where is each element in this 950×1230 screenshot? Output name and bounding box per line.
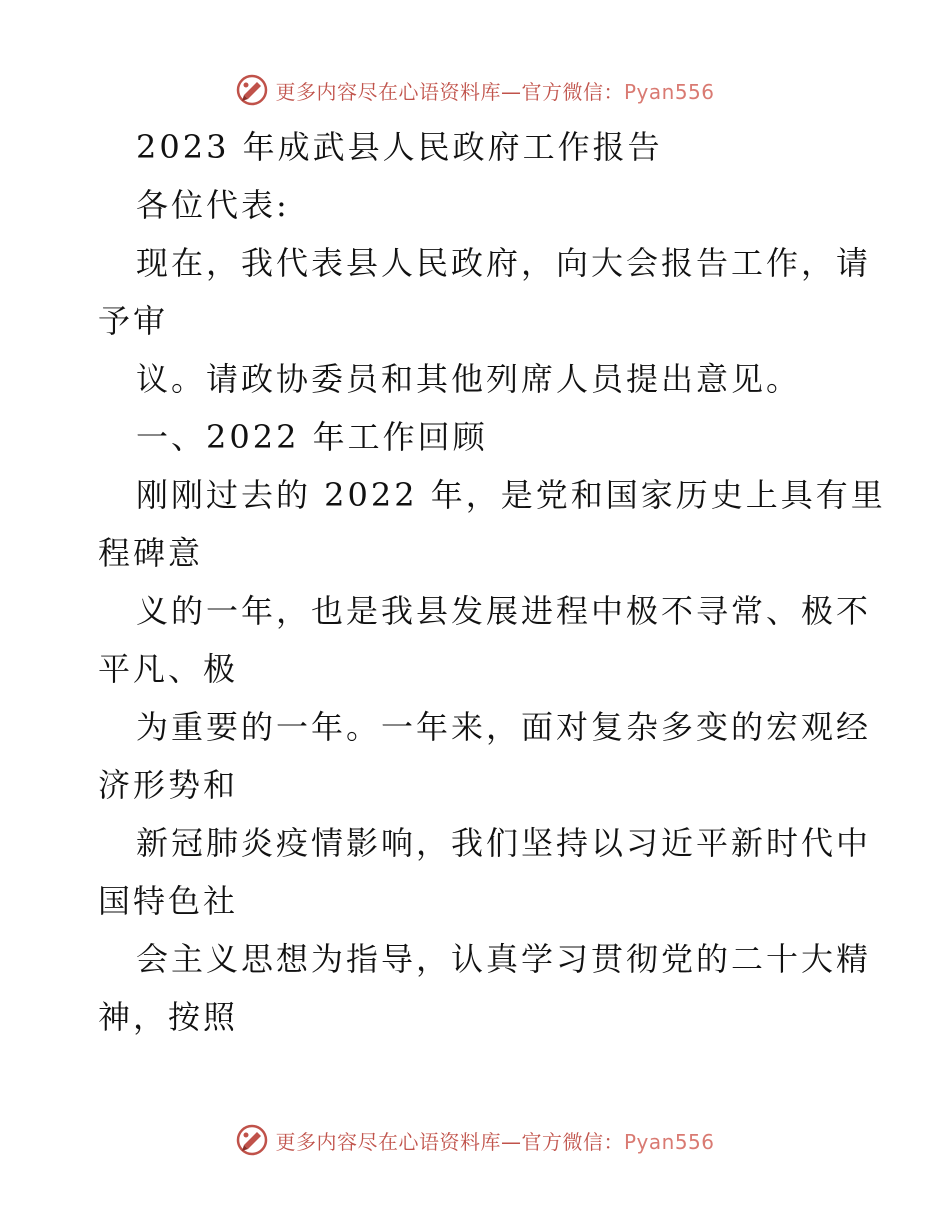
watermark-logo-icon bbox=[235, 73, 269, 107]
document-line: 义的一年，也是我县发展进程中极不寻常、极不 bbox=[136, 592, 872, 630]
document-line: 各位代表: bbox=[136, 186, 290, 224]
document-line: 刚刚过去的 2022 年，是党和国家历史上具有里 bbox=[136, 476, 886, 514]
document-line: 济形势和 bbox=[98, 766, 239, 804]
document-line: 程碑意 bbox=[98, 534, 204, 572]
watermark-header bbox=[0, 70, 950, 110]
document-line: 现在，我代表县人民政府，向大会报告工作，请 bbox=[136, 244, 872, 282]
document-line: 神，按照 bbox=[98, 998, 239, 1036]
document-line: 一、2022 年工作回顾 bbox=[136, 418, 488, 456]
watermark-id: Pyan556 bbox=[623, 1129, 715, 1154]
document-line: 为重要的一年。一年来，面对复杂多变的宏观经 bbox=[136, 708, 872, 746]
document-line: 国特色社 bbox=[98, 882, 239, 920]
watermark-id: Pyan556 bbox=[623, 79, 715, 104]
document-line: 予审 bbox=[98, 302, 169, 340]
document-line: 议。请政协委员和其他列席人员提出意见。 bbox=[136, 360, 802, 398]
document-line: 2023 年成武县人民政府工作报告 bbox=[136, 128, 663, 166]
document-line: 会主义思想为指导，认真学习贯彻党的二十大精 bbox=[136, 940, 872, 978]
watermark-text: 更多内容尽在心语资料库—官方微信：Pyan556 bbox=[275, 1129, 715, 1154]
watermark-logo-icon bbox=[235, 1123, 269, 1157]
document-line: 新冠肺炎疫情影响，我们坚持以习近平新时代中 bbox=[136, 824, 872, 862]
document-line: 平凡、极 bbox=[98, 650, 239, 688]
watermark-footer bbox=[0, 1120, 950, 1160]
watermark-text: 更多内容尽在心语资料库—官方微信：Pyan556 bbox=[275, 79, 715, 104]
document-body bbox=[98, 118, 886, 1046]
